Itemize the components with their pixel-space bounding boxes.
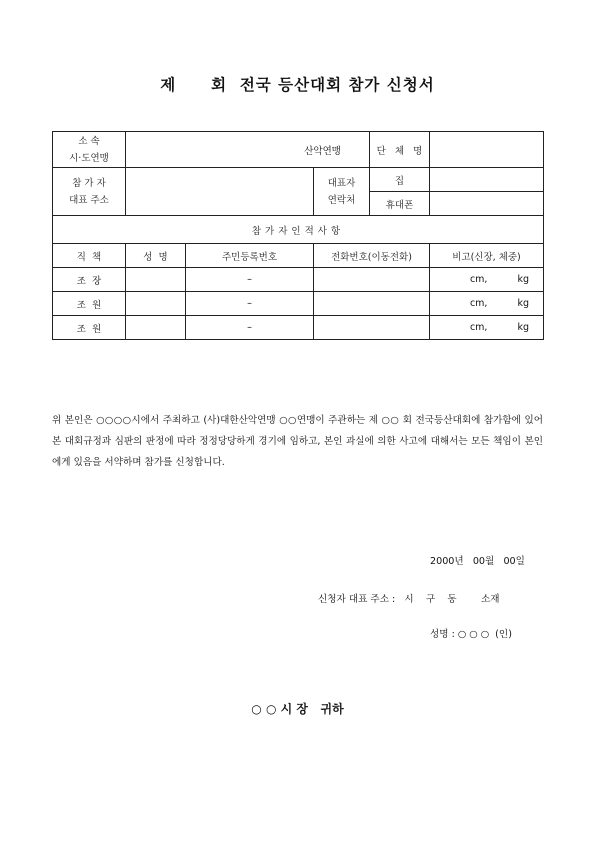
title-prefix: 제 xyxy=(160,76,177,94)
column-header-phone: 전화번호(이동전화) xyxy=(314,244,430,268)
column-header-name: 성 명 xyxy=(126,244,186,268)
mobile-phone-label: 휴대폰 xyxy=(370,192,430,216)
weight-unit: kg xyxy=(517,298,529,309)
height-unit: cm, xyxy=(469,298,488,309)
column-header-remarks: 비고(신장, 체중) xyxy=(430,244,544,268)
participant-address-label: 참 가 자 대표 주소 xyxy=(53,168,126,216)
row-role: 조 원 xyxy=(53,316,126,340)
pledge-statement: 위 본인은 ○○○○시에서 주최하고 (사)대한산악연맹 ○○연맹이 주관하는 제 ○○ 회 전국등산대회에 참가함에 있어 본 대회규정과 심판의 판정에 따라 정정당당하게 경기에 임하고, 본인 과실에 의한 사고에 대해서는 모든 책임이 본인에게 있음을 서약하며 참가를 신청합니다. xyxy=(52,415,543,468)
table-row xyxy=(53,316,544,340)
team-name-field[interactable] xyxy=(430,132,544,168)
row-name-field[interactable] xyxy=(126,316,186,340)
row-id-number-field[interactable]: – xyxy=(186,316,314,340)
addressee: ○ ○ 시 장 귀하 xyxy=(251,702,344,716)
row-name-field[interactable] xyxy=(126,292,186,316)
document-title xyxy=(0,73,595,95)
height-unit: cm, xyxy=(469,322,488,333)
table-row xyxy=(53,292,544,316)
application-form-table xyxy=(52,131,544,340)
height-unit: cm, xyxy=(469,274,488,285)
section-header: 참가자인적사항 xyxy=(53,216,544,244)
row-phone-field[interactable] xyxy=(314,292,430,316)
column-header-role: 직 책 xyxy=(53,244,126,268)
weight-unit: kg xyxy=(517,322,529,333)
row-id-number-field[interactable]: – xyxy=(186,292,314,316)
weight-unit: kg xyxy=(517,274,529,285)
affiliation-value: 산악연맹 xyxy=(304,145,341,157)
row-remarks-field[interactable] xyxy=(430,316,544,340)
mobile-phone-field[interactable] xyxy=(430,192,544,216)
applicant-address: 신청자 대표 주소 : 시 구 동 소재 xyxy=(318,594,500,605)
table-row xyxy=(53,268,544,292)
applicant-signature: 성명 : ○ ○ ○ (인) xyxy=(430,629,512,640)
title-text: 회 전국 등산대회 참가 신청서 xyxy=(211,76,435,94)
row-remarks-field[interactable] xyxy=(430,292,544,316)
rep-contact-label: 대표자 연락처 xyxy=(314,168,370,216)
column-header-id-number: 주민등록번호 xyxy=(186,244,314,268)
row-remarks-field[interactable] xyxy=(430,268,544,292)
affiliation-field[interactable] xyxy=(126,132,370,168)
row-role: 조 장 xyxy=(53,268,126,292)
home-phone-label: 집 xyxy=(370,168,430,192)
row-id-number-field[interactable]: – xyxy=(186,268,314,292)
row-name-field[interactable] xyxy=(126,268,186,292)
team-name-label: 단 체 명 xyxy=(370,132,430,168)
row-role: 조 원 xyxy=(53,292,126,316)
affiliation-label: 소 속 시·도연맹 xyxy=(53,132,126,168)
row-phone-field[interactable] xyxy=(314,268,430,292)
row-phone-field[interactable] xyxy=(314,316,430,340)
participant-address-field[interactable] xyxy=(126,168,314,216)
application-date: 2000년 00월 00일 xyxy=(430,556,525,567)
home-phone-field[interactable] xyxy=(430,168,544,192)
